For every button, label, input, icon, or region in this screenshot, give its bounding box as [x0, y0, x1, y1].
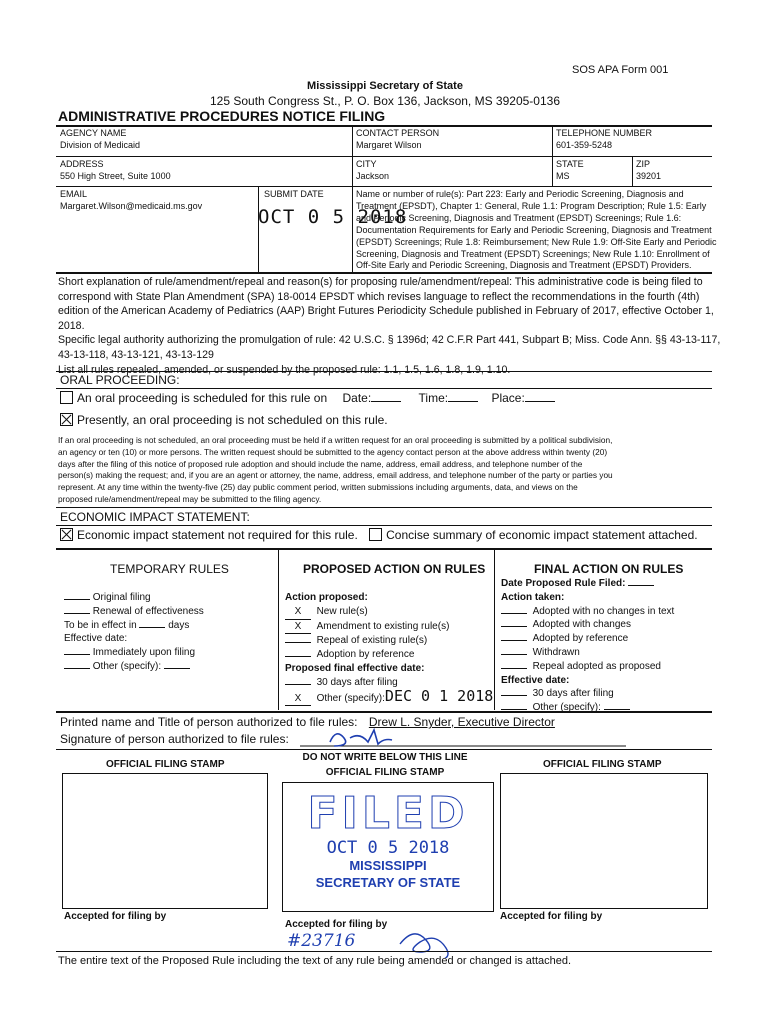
- proposed-new-mark[interactable]: X: [285, 605, 311, 620]
- printed-name-value[interactable]: Drew L. Snyder, Executive Director: [368, 715, 555, 729]
- left-stamp-title: OFFICIAL FILING STAMP: [106, 759, 225, 770]
- submit-date-label: SUBMIT DATE: [264, 189, 324, 199]
- rule-names-line: Screening, Diagnosis and Treatment (EPSDT) Screenings; New Rule 1.10: Enrollment of: [356, 248, 710, 259]
- grid-row-line: [56, 156, 712, 157]
- zip-label: ZIP: [636, 159, 651, 169]
- filed-stamp: FILED: [307, 788, 469, 839]
- column-divider: [278, 550, 279, 710]
- address-label: ADDRESS: [60, 159, 104, 169]
- proposed-other-value: DEC 0 1 2018: [384, 686, 494, 705]
- rule-names-line: (EPSDT) Screenings; Rule 1.8: Reimbursement; New Rule 1.9: Off-Site Early and Periodic: [356, 236, 717, 247]
- contact-person: Margaret Wilson: [356, 140, 422, 150]
- economic-not-required-text: Economic impact statement not required for this rule.: [77, 528, 358, 542]
- grid-divider: [352, 186, 353, 272]
- state: MS: [556, 171, 570, 181]
- center-stamp-title-2: OFFICIAL FILING STAMP: [325, 767, 445, 778]
- explanation-line: List all rules repealed, amended, or suspended by the proposed rule: 1.1, 1.5, 1.6, 1.8, 1.9, 1.10.: [58, 363, 511, 376]
- oral-notice-line: days after the filing of this notice of proposed rule adoption and should include the name, address, email address, and telephone number of the: [58, 458, 583, 469]
- oral-date-blank[interactable]: [371, 401, 401, 402]
- proposed-adoption: Adoption by reference: [316, 649, 415, 661]
- rule-names-line: and Periodic Screening, Diagnosis and Treatment (EPSDT) Screenings; Rule 1.6:: [356, 212, 682, 223]
- printed-name-row: [60, 715, 555, 729]
- agency-title: Mississippi Secretary of State: [307, 80, 463, 92]
- final-adopted-no-changes: Adopted with no changes in text: [532, 605, 675, 617]
- rule-names-line: Name or number of rule(s): Part 223: Early and Periodic Screening, Diagnosis and: [356, 189, 684, 199]
- temporary-options: [64, 591, 204, 674]
- oral-not-scheduled-text: Presently, an oral proceeding is not scheduled on this rule.: [77, 413, 388, 427]
- section-rule: [56, 272, 712, 274]
- oral-time-blank[interactable]: [448, 401, 478, 402]
- oral-notice: [58, 435, 613, 506]
- proposed-heading: PROPOSED ACTION ON RULES: [303, 562, 486, 576]
- oral-notice-line: represent. At any time within the twenty-five (25) day public comment period, written submissions including arguments, data, and views on the: [58, 482, 578, 493]
- left-accepted: Accepted for filing by: [64, 911, 167, 922]
- temporary-other: Other (specify):: [92, 660, 162, 672]
- section-rule: [56, 548, 712, 550]
- section-rule: [56, 749, 712, 750]
- blank[interactable]: [164, 668, 190, 669]
- blank[interactable]: [64, 599, 90, 600]
- proposed-amendment: Amendment to existing rule(s): [316, 620, 450, 632]
- rule-names-line: Off-Site Early and Periodic Screening, Diagnosis and Treatment (EPSDT) Providers.: [356, 260, 692, 271]
- section-rule: [56, 371, 712, 372]
- oral-notice-line: proposed rule/amendment/repeal may be submitted to the filing agency.: [58, 493, 322, 504]
- signature-line[interactable]: [300, 728, 630, 748]
- oral-place-label: Place:: [491, 391, 525, 405]
- agency-name: Division of Medicaid: [60, 140, 141, 150]
- right-stamp-box: [500, 773, 708, 909]
- economic-not-required-checkbox[interactable]: [60, 528, 73, 541]
- blank[interactable]: [285, 642, 311, 643]
- proposed-options: [285, 591, 493, 706]
- blank[interactable]: [501, 695, 527, 696]
- blank[interactable]: [64, 654, 90, 655]
- section-rule: [56, 507, 712, 508]
- right-stamp-title: OFFICIAL FILING STAMP: [543, 759, 662, 770]
- economic-concise-checkbox[interactable]: [369, 528, 382, 541]
- final-options: [501, 577, 674, 715]
- printed-name-label: Printed name and Title of person authorized to file rules:: [60, 715, 358, 729]
- final-effective: Effective date:: [501, 674, 570, 686]
- rule-names: [356, 189, 716, 272]
- footer-note: The entire text of the Proposed Rule including the text of any rule being amended or changed is attached.: [58, 955, 572, 967]
- temporary-effective-date: Effective date:: [64, 633, 128, 645]
- final-heading: FINAL ACTION ON RULES: [534, 562, 684, 576]
- header-rule: [56, 125, 712, 127]
- state-label: STATE: [556, 159, 584, 169]
- proposed-other: Other (specify):: [316, 692, 385, 704]
- explanation-line: correspond with State Plan Amendment (SPA) 18-0014 EPSDT which revises language to reflect the recommendations in the fourth (4th): [58, 290, 700, 303]
- explanation-line: Specific legal authority authorizing the promulgation of rule: 42 U.S.C. § 1396d; 42 C.F.R Part 441, Subpart B; Miss. Code Ann. §§ 43-13-117,: [58, 334, 721, 347]
- handwritten-initials: [390, 922, 470, 958]
- oral-not-scheduled-checkbox[interactable]: [60, 413, 73, 426]
- email-label: EMAIL: [60, 189, 88, 199]
- filed-stamp-state: MISSISSIPPI: [349, 858, 427, 873]
- oral-heading: ORAL PROCEEDING:: [60, 373, 180, 387]
- oral-notice-line: person(s) making the request; and, if you are an agent or attorney, the name, address, email address, and telephone number of the party or parties you: [58, 470, 613, 481]
- proposed-final-eff-label: Proposed final effective date:: [285, 662, 425, 674]
- city-label: CITY: [356, 159, 377, 169]
- section-rule: [56, 711, 712, 713]
- proposed-repeal: Repeal of existing rule(s): [316, 635, 428, 647]
- final-other: Other (specify):: [532, 702, 601, 714]
- final-adopted-changes: Adopted with changes: [532, 619, 631, 631]
- proposed-action-label: Action proposed:: [285, 592, 368, 603]
- temporary-effect-suffix: days: [168, 619, 190, 631]
- phone-label: TELEPHONE NUMBER: [556, 128, 653, 138]
- email: Margaret.Wilson@medicaid.ms.gov: [60, 201, 203, 211]
- proposed-thirty-days: 30 days after filing: [316, 676, 398, 688]
- temporary-renewal: Renewal of effectiveness: [92, 605, 204, 617]
- section-rule: [56, 951, 712, 952]
- blank[interactable]: [139, 627, 165, 628]
- right-accepted: Accepted for filing by: [500, 911, 603, 922]
- blank[interactable]: [501, 668, 527, 669]
- phone-number: 601-359-5248: [556, 140, 613, 150]
- oral-scheduled-checkbox[interactable]: [60, 391, 73, 404]
- rule-names-line: Documentation Requirements for Early and Periodic Screening, Diagnosis and Treatment: [356, 224, 712, 235]
- city: Jackson: [356, 171, 390, 181]
- final-repeal: Repeal adopted as proposed: [532, 660, 661, 672]
- blank[interactable]: [501, 613, 527, 614]
- final-adopted-ref: Adopted by reference: [532, 633, 629, 645]
- explanation-line: Short explanation of rule/amendment/repeal and reason(s) for proposing rule/amendment/repeal: This administrative code is being filed to: [58, 276, 703, 288]
- proposed-new-rule: New rule(s): [316, 605, 368, 617]
- blank[interactable]: [285, 656, 311, 657]
- explanation-line: 2018.: [58, 319, 85, 332]
- grid-row-line: [56, 186, 712, 187]
- oral-notice-line: an agency or ten (10) or more persons. The written request should be submitted to the agency contact person at the above address within twenty (20): [58, 446, 608, 457]
- proposed-other-mark[interactable]: X: [285, 692, 311, 707]
- economic-concise-text: Concise summary of economic impact statement attached.: [386, 528, 698, 542]
- rule-names-line: Treatment (EPSDT), Chapter 1: General, Rule 1.1: Program Description; Rule 1.5: Early: [356, 200, 707, 211]
- column-divider: [494, 550, 495, 710]
- blank[interactable]: [64, 668, 90, 669]
- left-stamp-box: [62, 773, 268, 909]
- oral-scheduled-text: An oral proceeding is scheduled for this rule on: [77, 391, 328, 405]
- blank[interactable]: [64, 613, 90, 614]
- agency-name-label: AGENCY NAME: [60, 128, 127, 138]
- temporary-heading: TEMPORARY RULES: [110, 562, 229, 576]
- signature-row: [60, 732, 289, 746]
- temporary-effect-prefix: To be in effect in: [64, 619, 137, 631]
- temporary-original: Original filing: [92, 592, 151, 603]
- agency-address: 550 High Street, Suite 1000: [60, 171, 171, 181]
- center-stamp-title-1: DO NOT WRITE BELOW THIS LINE: [302, 752, 468, 763]
- oral-scheduled-row: [60, 391, 555, 405]
- economic-heading: ECONOMIC IMPACT STATEMENT:: [60, 510, 250, 524]
- explanation-line: edition of the American Academy of Pediatrics (AAP) Bright Futures Periodicity Schedule published in February of 2017, effective October 1,: [58, 305, 714, 318]
- final-withdrawn: Withdrawn: [532, 646, 580, 658]
- economic-options: [60, 528, 698, 542]
- section-rule: [56, 388, 712, 389]
- section-rule: [56, 525, 712, 526]
- notice-title: ADMINISTRATIVE PROCEDURES NOTICE FILING: [58, 108, 386, 124]
- blank[interactable]: [285, 684, 311, 685]
- blank[interactable]: [628, 585, 654, 586]
- oral-place-blank[interactable]: [525, 401, 555, 402]
- proposed-amendment-mark[interactable]: X: [285, 620, 311, 635]
- final-date-filed: Date Proposed Rule Filed:: [501, 578, 626, 589]
- explanation-line: 43-13-118, 43-13-121, 43-13-129: [58, 348, 214, 361]
- final-action-taken: Action taken:: [501, 591, 565, 603]
- oral-not-scheduled-row: [60, 413, 388, 427]
- submit-date-stamp: OCT 0 5 2018: [258, 206, 408, 228]
- handwritten-filing-number: #23716: [287, 931, 356, 951]
- contact-label: CONTACT PERSON: [356, 128, 440, 138]
- grid-divider: [258, 186, 259, 272]
- center-accepted: Accepted for filing by: [285, 919, 388, 930]
- oral-notice-line: If an oral proceeding is not scheduled, an oral proceeding must be held if a written request for an oral proceeding is submitted by a political subdivision,: [58, 435, 613, 445]
- signature-label: Signature of person authorized to file rules:: [60, 732, 289, 746]
- form-id: SOS APA Form 001: [572, 64, 669, 76]
- final-thirty-days: 30 days after filing: [532, 688, 614, 700]
- oral-time-label: Time:: [418, 391, 449, 405]
- blank[interactable]: [501, 640, 527, 641]
- filed-stamp-date: OCT 0 5 2018: [326, 838, 450, 858]
- temporary-immediately: Immediately upon filing: [92, 647, 196, 659]
- blank[interactable]: [501, 626, 527, 627]
- blank[interactable]: [501, 654, 527, 655]
- filed-stamp-office: SECRETARY OF STATE: [315, 875, 461, 890]
- grid-divider: [632, 156, 633, 186]
- explanation-block: [58, 275, 720, 377]
- oral-date-label: Date:: [342, 391, 372, 405]
- sos-address: 125 South Congress St., P. O. Box 136, Jackson, MS 39205-0136: [210, 94, 560, 108]
- zip: 39201: [636, 171, 662, 181]
